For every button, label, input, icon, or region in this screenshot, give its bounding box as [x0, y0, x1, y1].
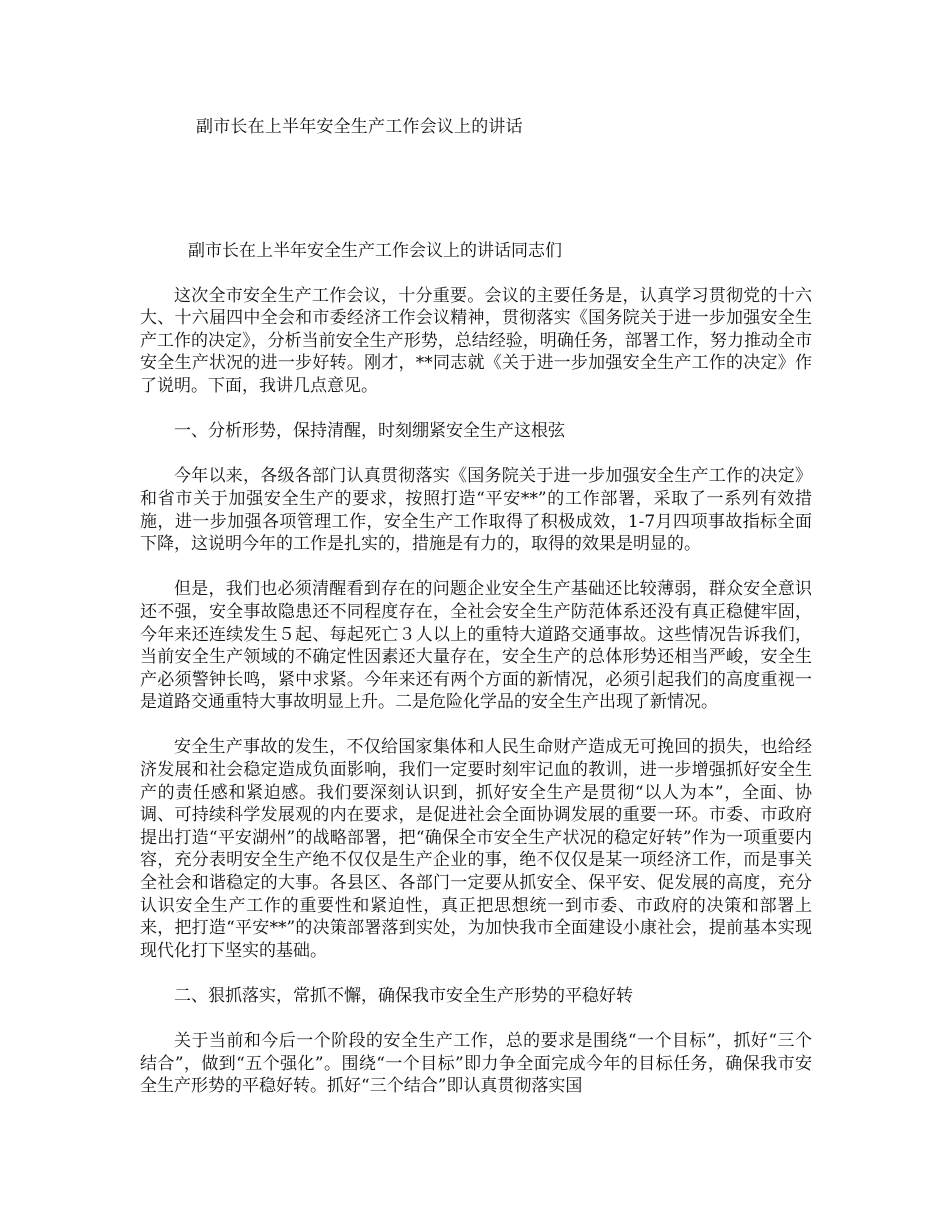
document-title: 副市长在上半年安全生产工作会议上的讲话	[196, 117, 523, 137]
document-body	[140, 240, 812, 1121]
paragraph-significance: 安全生产事故的发生，不仅给国家集体和人民生命财产造成无可挽回的损失，也给经济发展和社会稳定造成负面影响，我们一定要时刻牢记血的教训，进一步增强抓好安全生产的责任感和紧迫感。我们要深刻认识到，抓好安全生产是贯彻“以人为本”，全面、协调、可持续科学发展观的内在要求，是促进社会全面协调发展的重要一环。市委、市政府提出打造“平安湖州”的战略部署，把“确保全市安全生产状况的稳定好转”作为一项重要内容，充分表明安全生产绝不仅仅是生产企业的事，绝不仅仅是某一项经济工作，而是事关全社会和谐稳定的大事。各县区、各部门一定要从抓安全、保平安、促发展的高度，充分认识安全生产工作的重要性和紧迫性，真正把思想统一到市委、市政府的决策和部署上来，把打造“平安**”的决策部署落到实处，为加快我市全面建设小康社会，提前基本实现现代化打下坚实的基础。	[140, 737, 812, 961]
paragraph-requirements: 关于当前和今后一个阶段的安全生产工作，总的要求是围绕“一个目标”，抓好“三个结合”，做到“五个强化”。围绕“一个目标”即力争全面完成今年的目标任务，确保我市安全生产形势的平稳好转。抓好“三个结合”即认真贯彻落实国	[140, 1031, 812, 1097]
paragraph-problems: 但是，我们也必须清醒看到存在的问题企业安全生产基础还比较薄弱，群众安全意识还不强，安全事故隐患还不同程度存在，全社会安全生产防范体系还没有真正稳健牢固，今年来还连续发生５起、每起死亡３人以上的重特大道路交通事故。这些情况告诉我们，当前安全生产领域的不确定性因素还大量存在，安全生产的总体形势还相当严峻，安全生产必须警钟长鸣，紧中求紧。今年来还有两个方面的新情况，必须引起我们的高度重视一是道路交通重特大事故明显上升。二是危险化学品的安全生产出现了新情况。	[140, 579, 812, 713]
paragraph-intro: 这次全市安全生产工作会议，十分重要。会议的主要任务是，认真学习贯彻党的十六大、十六届四中全会和市委经济工作会议精神，贯彻落实《国务院关于进一步加强安全生产工作的决定》，分析当前安全生产形势，总结经验，明确任务，部署工作，努力推动全市安全生产状况的进一步好转。刚才，**同志就《关于进一步加强安全生产工作的决定》作了说明。下面，我讲几点意见。	[140, 285, 812, 396]
section-heading-1: 一、分析形势，保持清醒，时刻绷紧安全生产这根弦	[174, 421, 565, 442]
document-subtitle: 副市长在上半年安全生产工作会议上的讲话同志们	[188, 241, 562, 261]
section-heading-2: 二、狠抓落实，常抓不懈，确保我市安全生产形势的平稳好转	[174, 986, 633, 1006]
paragraph-achievements: 今年以来，各级各部门认真贯彻落实《国务院关于进一步加强安全生产工作的决定》和省市关于加强安全生产的要求，按照打造“平安**”的工作部署，采取了一系列有效措施，进一步加强各项管理工作，安全生产工作取得了积极成效，1-7月四项事故指标全面下降，这说明今年的工作是扎实的，措施是有力的，取得的效果是明显的。	[140, 466, 812, 555]
